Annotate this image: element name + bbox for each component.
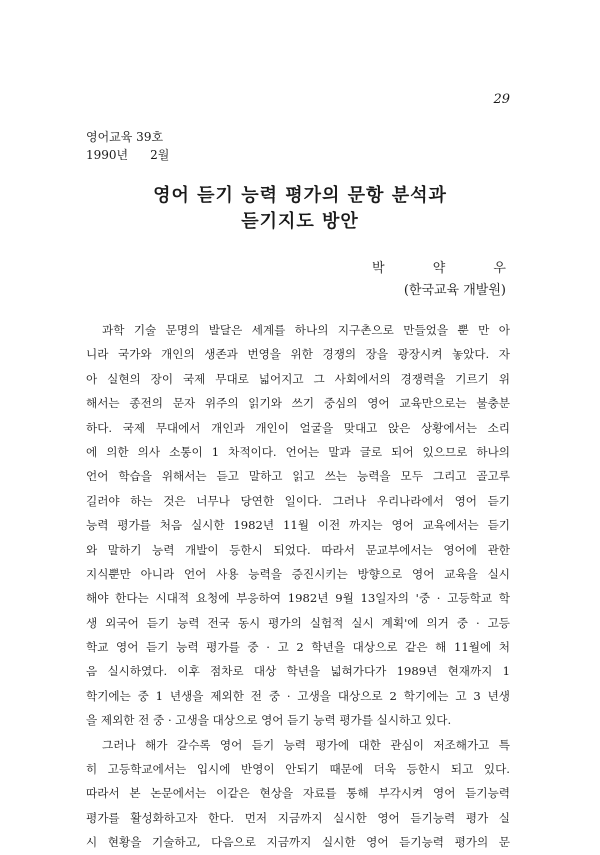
body-line: 와 말하기 능력 개발이 등한시 되었다. 따라서 문교부에서는 영어에 관한: [86, 542, 510, 557]
body-line: 언어 학습을 위해서는 듣고 말하고 읽고 쓰는 능력을 모두 그리고 골고루: [86, 469, 510, 484]
body-line: 히 고등학교에서는 입시에 반영이 안되기 때문에 더욱 등한시 되고 있다.: [86, 762, 510, 777]
article-title: [0, 183, 600, 235]
publication-year: 1990년: [86, 148, 129, 162]
body-line: 학기에는 중 1 년생을 제외한 전 중 · 고생을 대상으로 2 학기에는 고 3 년생: [86, 688, 510, 703]
body-line: 해야 한다는 시대적 요청에 부응하여 1982년 9월 13일자의 '중 · 고등학교 학: [86, 591, 510, 606]
body-line: 아 실현의 장이 국제 무대로 넓어지고 그 사회에서의 경쟁력을 기르기 위: [86, 371, 510, 386]
body-line: 니라 국가와 개인의 생존과 번영을 위한 경쟁의 장을 광장시켜 놓았다. 자: [86, 347, 510, 362]
body-line: 길러야 하는 것은 너무나 당연한 일이다. 그러나 우리나라에서 영어 듣기: [86, 493, 510, 508]
body-line: 을 제외한 전 중 · 고생을 대상으로 영어 듣기 능력 평가를 실시하고 있다.: [86, 713, 452, 728]
publication-date: [86, 146, 169, 164]
author-name: 박 약 우: [372, 261, 528, 276]
publication-month: 2월: [150, 148, 170, 162]
body-line: 에 의한 의사 소통이 1 차적이다. 언어는 말과 글로 되어 있으므로 하나의: [86, 444, 510, 459]
article-body: [86, 318, 510, 855]
title-line-2: 듣기지도 방안: [241, 211, 359, 232]
author-block: [372, 258, 528, 302]
journal-name: 영어교육 39호: [86, 130, 164, 144]
body-line: 그러나 해가 갈수록 영어 듣기 능력 평가에 대한 관심이 저조해가고 특: [102, 737, 510, 752]
body-line: 생 외국어 듣기 능력 전국 동시 평가의 실험적 실시 계획'에 의거 중 · 고등: [86, 615, 510, 630]
body-line: 하다. 국제 무대에서 개인과 개인이 얼굴을 맞대고 앉은 상황에서는 소리: [86, 420, 510, 435]
body-line: 음 실시하였다. 이후 점차로 대상 학년을 넓혀가다가 1989년 현재까지 1: [86, 664, 510, 679]
body-line: 능력 평가를 처음 실시한 1982년 11월 이전 까지는 영어 교육에서는 듣기: [86, 518, 510, 533]
page-number: 29: [493, 92, 510, 107]
body-line: 과학 기술 문명의 발달은 세계를 하나의 지구촌으로 만들었을 뿐 만 아: [102, 323, 510, 337]
body-line: 시 현황을 기술하고, 다음으로 지금까지 실시한 영어 듣기능력 평가의 문: [86, 835, 510, 850]
journal-info: [86, 128, 169, 164]
title-line-1: 영어 듣기 능력 평가의 문항 분석과: [153, 185, 447, 206]
author-affiliation: (한국교육 개발원): [403, 283, 506, 298]
body-line: 해서는 종전의 문자 위주의 읽기와 쓰기 중심의 영어 교육만으로는 불충분: [86, 396, 510, 411]
body-line: 지식뿐만 아니라 언어 사용 능력을 증진시키는 방향으로 영어 교육을 실시: [86, 566, 510, 581]
body-line: 평가를 활성화하고자 한다. 먼저 지금까지 실시한 영어 듣기능력 평가 실: [86, 810, 510, 825]
body-line: 따라서 본 논문에서는 이같은 현상을 자료를 통해 부각시켜 영어 듣기능력: [86, 786, 510, 801]
body-line: 학교 영어 듣기 능력 평가를 중 · 고 2 학년을 대상으로 같은 해 11월에 처: [86, 640, 510, 655]
